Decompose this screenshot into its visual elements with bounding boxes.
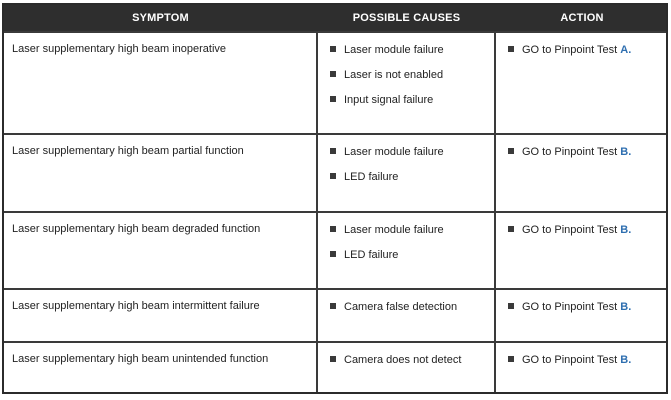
causes-cell — [328, 145, 492, 195]
bullet-square-icon — [508, 148, 514, 154]
bullet-square-icon — [330, 148, 336, 154]
symptom-cell: Laser supplementary high beam inoperative — [12, 43, 227, 55]
table-header — [4, 5, 666, 31]
cause-item: Camera false detection — [328, 300, 492, 325]
action-item: GO to Pinpoint Test B. — [506, 145, 666, 170]
action-item: GO to Pinpoint Test B. — [506, 300, 666, 325]
causes-cell — [328, 353, 492, 378]
pinpoint-test-link[interactable]: B. — [620, 301, 632, 313]
action-cell — [506, 43, 666, 68]
action-cell — [506, 353, 666, 378]
causes-cell — [328, 43, 492, 118]
symptom-cell: Laser supplementary high beam unintended function — [12, 353, 269, 365]
action-item: GO to Pinpoint Test B. — [506, 223, 666, 248]
causes-cell — [328, 223, 492, 273]
cause-item: Laser module failure — [328, 43, 492, 68]
header-action: ACTION — [560, 12, 604, 24]
symptom-cell: Laser supplementary high beam intermittent failure — [12, 300, 260, 312]
table-row — [4, 341, 666, 392]
bullet-square-icon — [508, 303, 514, 309]
bullet-square-icon — [508, 356, 514, 362]
symptom-cell: Laser supplementary high beam partial function — [12, 145, 244, 157]
action-cell — [506, 145, 666, 170]
table-row — [4, 288, 666, 341]
cause-item: Camera does not detect — [328, 353, 492, 378]
table-row — [4, 31, 666, 133]
bullet-square-icon — [330, 71, 336, 77]
bullet-square-icon — [330, 303, 336, 309]
symptom-cell: Laser supplementary high beam degraded function — [12, 223, 261, 235]
cause-item: Laser is not enabled — [328, 68, 492, 93]
table-row — [4, 133, 666, 211]
action-item: GO to Pinpoint Test B. — [506, 353, 666, 378]
action-cell — [506, 300, 666, 325]
bullet-square-icon — [330, 226, 336, 232]
pinpoint-test-link[interactable]: B. — [620, 146, 632, 158]
cause-item: Laser module failure — [328, 145, 492, 170]
pinpoint-test-link[interactable]: B. — [620, 224, 632, 236]
cause-item: Laser module failure — [328, 223, 492, 248]
header-possible-causes: POSSIBLE CAUSES — [352, 12, 461, 24]
pinpoint-test-link[interactable]: B. — [620, 354, 632, 366]
action-cell — [506, 223, 666, 248]
diagnostic-table — [2, 3, 668, 394]
action-item: GO to Pinpoint Test A. — [506, 43, 666, 68]
table-row — [4, 211, 666, 288]
bullet-square-icon — [330, 46, 336, 52]
cause-item: Input signal failure — [328, 93, 492, 118]
bullet-square-icon — [330, 251, 336, 257]
cause-item: LED failure — [328, 170, 492, 195]
bullet-square-icon — [330, 356, 336, 362]
pinpoint-test-link[interactable]: A. — [620, 44, 632, 56]
bullet-square-icon — [330, 173, 336, 179]
cause-item: LED failure — [328, 248, 492, 273]
bullet-square-icon — [330, 96, 336, 102]
header-symptom: SYMPTOM — [132, 12, 189, 24]
causes-cell — [328, 300, 492, 325]
bullet-square-icon — [508, 46, 514, 52]
bullet-square-icon — [508, 226, 514, 232]
